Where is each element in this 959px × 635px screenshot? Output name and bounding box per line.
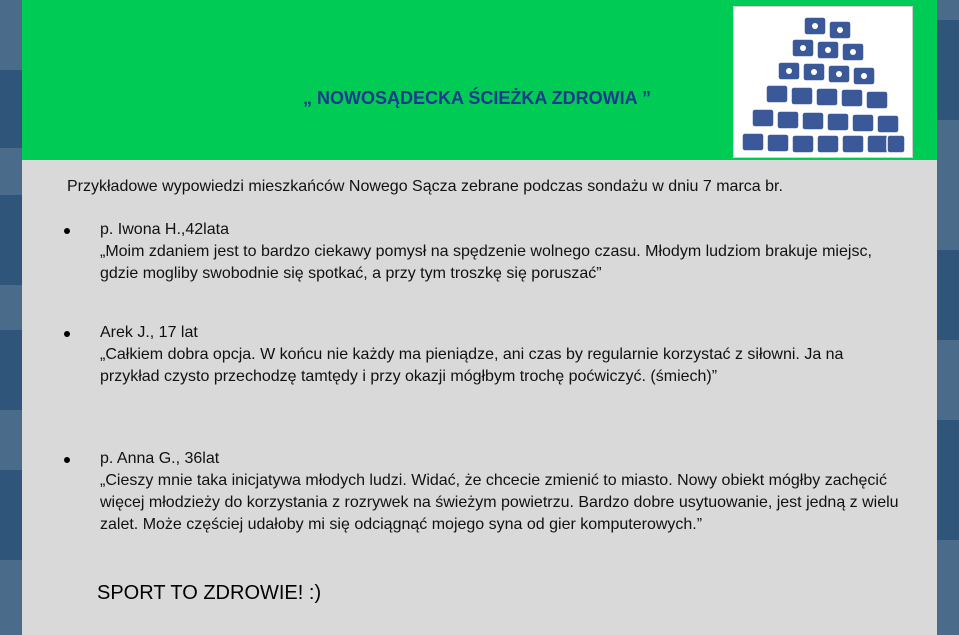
respondent-name: Arek J., 17 lat — [100, 324, 198, 341]
page-title: „ NOWOSĄDECKA ŚCIEŻKA ZDROWIA ” — [303, 88, 651, 108]
list-item — [100, 448, 900, 536]
respondent-name: p. Iwona H.,42lata — [100, 221, 229, 238]
respondent-quote: „Całkiem dobra opcja. W końcu nie każdy ma pieniądze, ani czas by regularnie korzystać z siłowni. Ja na przykład czysto przechodzę tamtędy i przy okazji mógłbym trochę poćwiczyć. (śmiech)” — [100, 346, 844, 385]
bullet-icon — [64, 228, 70, 234]
right-stripe — [937, 20, 959, 120]
respondent-name: p. Anna G., 36lat — [100, 450, 220, 467]
bullet-icon — [64, 331, 70, 337]
intro-text: Przykładowe wypowiedzi mieszkańców Nowego Sącza zebrane podczas sondażu w dniu 7 marca br. — [67, 178, 783, 195]
thumbs-up-pile-icon — [733, 6, 913, 158]
right-stripe — [937, 420, 959, 540]
right-stripe — [937, 250, 959, 340]
left-stripe — [0, 470, 22, 560]
respondent-quote: „Moim zdaniem jest to bardzo ciekawy pomysł na spędzenie wolnego czasu. Młodym ludziom brakuje miejsc, gdzie mogliby swobodnie się spotkać, a przy tym troszkę się poruszać” — [100, 243, 872, 282]
bullet-icon — [64, 457, 70, 463]
left-stripe — [0, 195, 22, 285]
slogan: SPORT TO ZDROWIE! :) — [97, 582, 322, 604]
left-stripe — [0, 330, 22, 410]
list-item — [100, 322, 900, 388]
respondent-quote: „Cieszy mnie taka inicjatywa młodych ludzi. Widać, że chcecie zmienić to miasto. Nowy obiekt mógłby zachęcić więcej młodzieży do korzystania z rozrywek na świeżym powietrzu. Bardzo dobre usytuowanie, jest jedną z wielu zalet. Może częściej udałoby mi się odciągnąć mojego syna od gier komputerowych.” — [100, 472, 899, 533]
left-stripe — [0, 70, 22, 148]
list-item — [100, 219, 900, 285]
